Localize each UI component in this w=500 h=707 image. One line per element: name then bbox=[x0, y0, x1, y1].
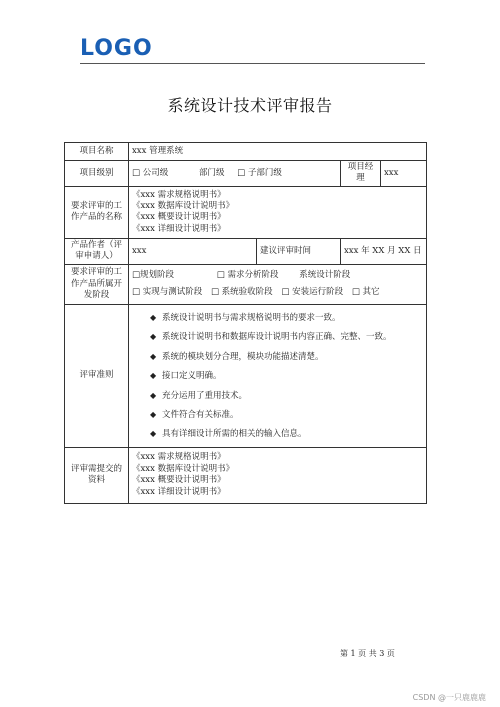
stage-option-acceptance[interactable]: □ 系统验收阶段 bbox=[210, 287, 273, 298]
row-author bbox=[65, 238, 427, 264]
review-time-label: 建议评审时间 bbox=[257, 238, 341, 264]
stage-option-other[interactable]: □ 其它 bbox=[351, 287, 380, 298]
diamond-bullet-icon: ◆ bbox=[150, 332, 157, 342]
submitted-item: 《xxx 概要设计说明书》 bbox=[132, 475, 226, 486]
submitted-label: 评审需提交的资料 bbox=[65, 447, 129, 503]
criteria-item: ◆ 系统设计说明书和数据库设计说明书内容正确、完整、一致。 bbox=[150, 327, 423, 346]
submitted-item: 《xxx 详细设计说明书》 bbox=[132, 486, 226, 497]
review-time-value: xxx 年 XX 月 XX 日 bbox=[341, 238, 427, 264]
dev-stage-options bbox=[129, 264, 427, 304]
submitted-item: 《xxx 需求规格说明书》 bbox=[132, 452, 226, 463]
header-divider bbox=[80, 63, 425, 64]
work-product-item: 《xxx 数据库设计说明书》 bbox=[132, 200, 235, 211]
work-product-item: 《xxx 需求规格说明书》 bbox=[132, 189, 226, 200]
author-label: 产品作者（评审申请人） bbox=[65, 238, 129, 264]
project-name-value: xxx 管理系统 bbox=[129, 143, 427, 161]
work-product-item: 《xxx 详细设计说明书》 bbox=[132, 223, 226, 234]
stage-option-requirements[interactable]: □ 需求分析阶段 bbox=[216, 270, 279, 281]
criteria-item: ◆ 文件符合有关标准。 bbox=[150, 405, 423, 424]
row-submitted bbox=[65, 447, 427, 503]
project-level-options bbox=[129, 161, 341, 187]
work-products-list bbox=[129, 186, 427, 238]
row-dev-stage bbox=[65, 264, 427, 304]
criteria-label: 评审准则 bbox=[65, 304, 129, 447]
logo: LOGO bbox=[80, 36, 153, 61]
criteria-list bbox=[132, 306, 423, 446]
diamond-bullet-icon: ◆ bbox=[150, 371, 157, 381]
submitted-item: 《xxx 数据库设计说明书》 bbox=[132, 463, 235, 474]
diamond-bullet-icon: ◆ bbox=[150, 429, 157, 439]
criteria-list-cell bbox=[129, 304, 427, 447]
review-form-table bbox=[64, 142, 427, 504]
criteria-item: ◆ 系统的模块划分合理，模块功能描述清楚。 bbox=[150, 347, 423, 366]
diamond-bullet-icon: ◆ bbox=[150, 312, 157, 322]
project-manager-value: xxx bbox=[381, 161, 427, 187]
row-work-products bbox=[65, 186, 427, 238]
stage-option-implementation-testing[interactable]: □ 实现与测试阶段 bbox=[132, 287, 203, 298]
submitted-list bbox=[129, 447, 427, 503]
project-level-label: 项目级别 bbox=[65, 161, 129, 187]
author-value: xxx bbox=[129, 238, 257, 264]
stage-option-system-design[interactable]: 系统设计阶段 bbox=[299, 270, 351, 281]
row-project-level bbox=[65, 161, 427, 187]
diamond-bullet-icon: ◆ bbox=[150, 390, 157, 400]
work-product-item: 《xxx 概要设计说明书》 bbox=[132, 212, 226, 223]
page-title: 系统设计技术评审报告 bbox=[167, 96, 333, 115]
level-option-company[interactable]: □ 公司级 bbox=[132, 167, 169, 178]
criteria-item: ◆ 系统设计说明书与需求规格说明书的要求一致。 bbox=[150, 308, 423, 327]
page-number: 第 1 页 共 3 页 bbox=[340, 649, 395, 658]
diamond-bullet-icon: ◆ bbox=[150, 409, 157, 419]
level-option-subdepartment[interactable]: □ 子部门级 bbox=[237, 167, 282, 178]
watermark: CSDN @一只鹿鹿鹿 bbox=[412, 693, 486, 702]
criteria-item: ◆ 充分运用了重用技术。 bbox=[150, 386, 423, 405]
row-criteria bbox=[65, 304, 427, 447]
criteria-item: ◆ 接口定义明确。 bbox=[150, 366, 423, 385]
stage-option-installation[interactable]: □ 安装运行阶段 bbox=[281, 287, 344, 298]
work-products-label: 要求评审的工作产品的名称 bbox=[65, 186, 129, 238]
criteria-item: ◆ 具有详细设计所需的相关的输入信息。 bbox=[150, 424, 423, 443]
dev-stage-label: 要求评审的工作产品所属开发阶段 bbox=[65, 264, 129, 304]
row-project-name bbox=[65, 143, 427, 161]
level-option-department[interactable]: 部门级 bbox=[198, 167, 225, 178]
project-name-label: 项目名称 bbox=[65, 143, 129, 161]
project-manager-label: 项目经理 bbox=[341, 161, 381, 187]
diamond-bullet-icon: ◆ bbox=[150, 351, 157, 361]
stage-option-planning[interactable]: □规划阶段 bbox=[132, 270, 175, 281]
